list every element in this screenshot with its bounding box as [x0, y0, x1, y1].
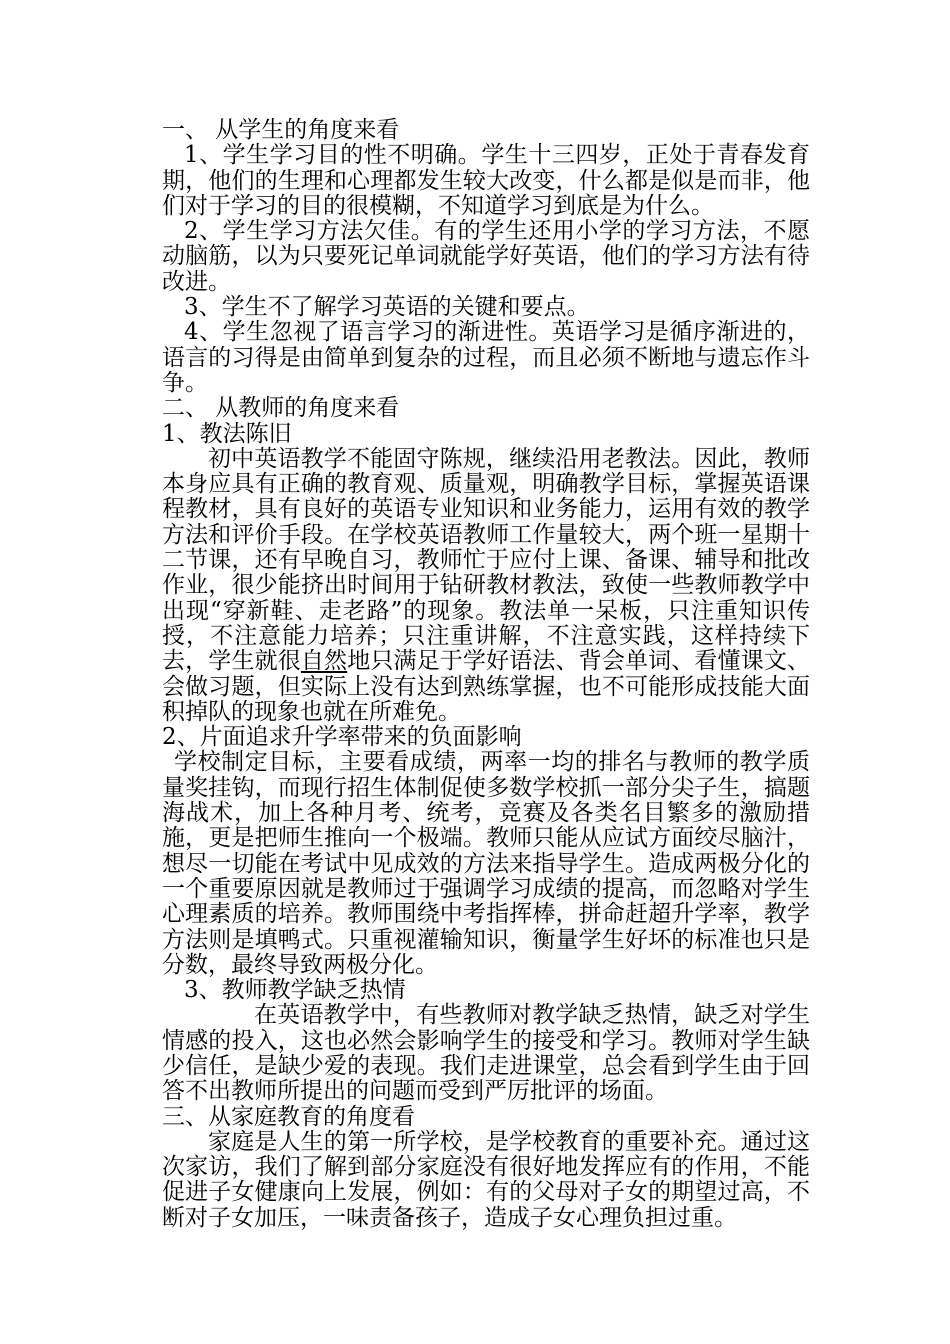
- section-2-paragraph-2: [162, 750, 810, 978]
- section-2-title: 二、 从教师的角度来看: [162, 395, 400, 422]
- link-kaoshi[interactable]: 考试: [300, 850, 348, 877]
- link-fazhan[interactable]: 发展: [347, 1179, 394, 1206]
- section-1-paragraph-1: 1、学生学习目的性不明确。学生十三四岁，正处于青春发育期，他们的生理和心理都发生较大改变，什么都是似是而非，他们对于学习的目的很模糊，不知道学习到底是为什么。: [162, 142, 810, 219]
- paragraph-text: 学校制定目标，主要看成绩，两率一均的排名与教师的教学质量奖挂钩，而现行招生体制促使多数学校抓一部分尖子生，搞题海战术，加上各种月考、统考，竞赛及各类名目繁多的激励措施，更是把师生推向一个极端。教师只能从应试方面绞尽脑汁，想尽一切能在: [162, 749, 810, 877]
- section-1-title: 一、 从学生的角度来看: [162, 117, 400, 143]
- paragraph-text: 家庭是人生的第一所学校，是学校教育的重要补充。通过这次家访，我们了解到部分家庭没有很好地发挥应有的作用，不能促进子女健康向上: [162, 1128, 810, 1206]
- section-1-paragraph-2: 2、学生学习方法欠佳。有的学生还用小学的学习方法，不愿动脑筋，以为只要死记单词就能学好英语，他们的学习方法有待改进。: [162, 218, 810, 295]
- section-2-paragraph-3: 在英语教学中，有些教师对教学缺乏热情，缺乏对学生情感的投入，这也必然会影响学生的接受和学习。教师对学生缺少信任，是缺少爱的表现。我们走进课堂，总会看到学生由于回答不出教师所提出的问题而受到严厉批评的场面。: [162, 1002, 810, 1105]
- paragraph-text: 地只满足于学好语法、背会单词、看懂课文、会做习题，但实际上没有达到熟练掌握，也不可能形成技能大面积掉队的现象也就在所难免。: [162, 648, 811, 725]
- paragraph-text: 初中英语教学不能固守陈规，继续沿用老教法。因此，教师本身应具有正确的: [162, 445, 810, 498]
- section-1-paragraph-4: 4、学生忽视了语言学习的渐进性。英语学习是循序渐进的，语言的习得是由简单到复杂的过程，而且必须不断地与遗忘作斗争。: [162, 319, 810, 396]
- section-3-title: 三、从家庭教育的角度看: [162, 1103, 415, 1130]
- section-3-paragraph: [162, 1130, 810, 1231]
- document-body: [162, 118, 810, 1231]
- link-jiaoyu[interactable]: 教育: [347, 471, 394, 498]
- section-2-paragraph-1: [162, 447, 810, 725]
- paragraph-text: ，例如：有的父母对子女的期望过高，不断对子女加压，一味责备孩子，造成子女心理负担过重。: [162, 1179, 811, 1231]
- section-2-subheading-2: 2、片面追求升学率带来的负面影响: [162, 724, 522, 751]
- link-ziran[interactable]: 自然: [300, 648, 348, 675]
- paragraph-text: 中见成效的方法来指导学生。造成两极分化的一个重要原因就是教师过于强调学习成绩的提高，而忽略对学生心理素质的培养。教师围绕中考指挥棒，拼命赶超升学率，教学方法则是填鸭式。只重视灌输知识，衡量学生好坏的标准也只是分数，最终导致两极分化。: [162, 850, 811, 978]
- section-1-paragraph-3: 3、学生不了解学习英语的关键和要点。: [184, 294, 590, 321]
- paragraph-text: 观、质量观，明确教学目标，掌握英语课程教材，具有良好的英语专业知识和业务能力，运用有效的教学方法和评价手段。在学校英语教师工作量较大，两个班一星期十二节课，还有早晚自习，教师忙于应付上课、备课、辅导和批改作业，很少能挤出时间用于钻研教材教法，致使一些教师教学中出现“穿新鞋、走老路”的现象。教法单一呆板，只注重知识传授，不注意能力培养；只注重讲解，不注意实践，这样持续下去，学生就很: [162, 471, 811, 675]
- section-2-subheading-3: 3、教师教学缺乏热情: [184, 977, 406, 1004]
- section-2-subheading-1: 1、教法陈旧: [162, 420, 292, 447]
